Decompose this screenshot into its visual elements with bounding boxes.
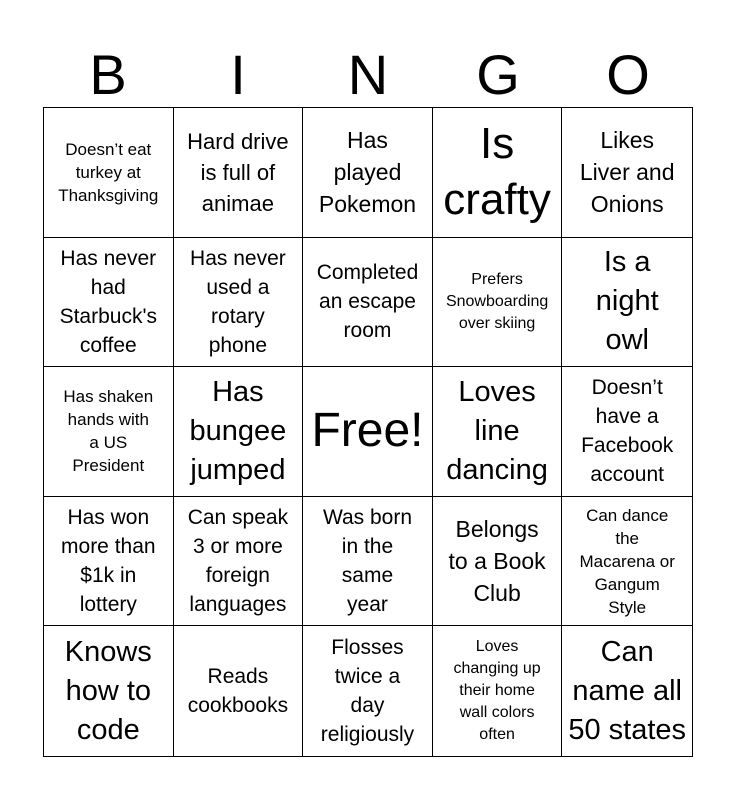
bingo-cell[interactable]: [433, 108, 563, 238]
bingo-cell[interactable]: [562, 497, 692, 627]
cell-text: Hard drive is full of animae: [187, 128, 289, 216]
bingo-cell[interactable]: [433, 626, 563, 756]
bingo-cell[interactable]: [303, 497, 433, 627]
bingo-cell[interactable]: [174, 367, 304, 497]
bingo-cell[interactable]: [44, 497, 174, 627]
cell-text: Has won more than $1k in lottery: [61, 506, 156, 617]
bingo-card-grid: [43, 107, 693, 757]
cell-text: Doesn’t eat turkey at Thanksgiving: [58, 139, 159, 205]
bingo-header: [43, 43, 693, 106]
cell-text: Can speak 3 or more foreign languages: [187, 506, 289, 617]
cell-text: Has played Pokemon: [318, 127, 417, 218]
header-letter-n: N: [347, 43, 389, 106]
free-space-cell[interactable]: [303, 367, 433, 497]
cell-text: Loves changing up their home wall colors often: [453, 638, 541, 744]
cell-text: Can dance the Macarena or Gangum Style: [579, 505, 675, 617]
header-letter-b: B: [89, 43, 127, 106]
bingo-cell[interactable]: [303, 238, 433, 368]
bingo-cell[interactable]: [44, 626, 174, 756]
bingo-cell[interactable]: [562, 626, 692, 756]
cell-text: Can name all 50 states: [568, 635, 687, 746]
cell-text: Loves line dancing: [446, 375, 548, 486]
cell-text: Has never had Starbuck's coffee: [59, 246, 157, 357]
bingo-cell[interactable]: [174, 108, 304, 238]
cell-text: Was born in the same year: [322, 506, 413, 617]
bingo-cell[interactable]: [174, 497, 304, 627]
cell-text: Has shaken hands with a US President: [63, 387, 154, 476]
free-space-text: Free!: [311, 404, 424, 458]
bingo-cell[interactable]: [174, 238, 304, 368]
header-letter-g: G: [476, 43, 520, 106]
cell-text: Completed an escape room: [316, 261, 419, 343]
header-letter-o: O: [606, 43, 650, 106]
cell-text: Is crafty: [443, 119, 551, 225]
header-letter-i: I: [230, 43, 246, 106]
bingo-cell[interactable]: [433, 367, 563, 497]
bingo-cell[interactable]: [174, 626, 304, 756]
bingo-cell[interactable]: [562, 108, 692, 238]
cell-text: Has never used a rotary phone: [190, 246, 286, 357]
bingo-cell[interactable]: [433, 238, 563, 368]
bingo-cell[interactable]: [44, 238, 174, 368]
bingo-cell[interactable]: [303, 108, 433, 238]
bingo-cell[interactable]: [562, 367, 692, 497]
bingo-cell[interactable]: [562, 238, 692, 368]
cell-text: Is a night owl: [595, 246, 659, 357]
cell-text: Has bungee jumped: [189, 375, 287, 486]
cell-text: Prefers Snowboarding over skiing: [445, 270, 549, 332]
bingo-cell[interactable]: [44, 367, 174, 497]
cell-text: Knows how to code: [64, 635, 152, 746]
bingo-cell[interactable]: [433, 497, 563, 627]
cell-text: Belongs to a Book Club: [448, 516, 546, 607]
cell-text: Reads cookbooks: [187, 665, 289, 718]
cell-text: Flosses twice a day religiously: [320, 636, 415, 747]
cell-text: Doesn’t have a Facebook account: [581, 376, 674, 487]
bingo-cell[interactable]: [44, 108, 174, 238]
bingo-cell[interactable]: [303, 626, 433, 756]
cell-text: Likes Liver and Onions: [579, 127, 675, 218]
